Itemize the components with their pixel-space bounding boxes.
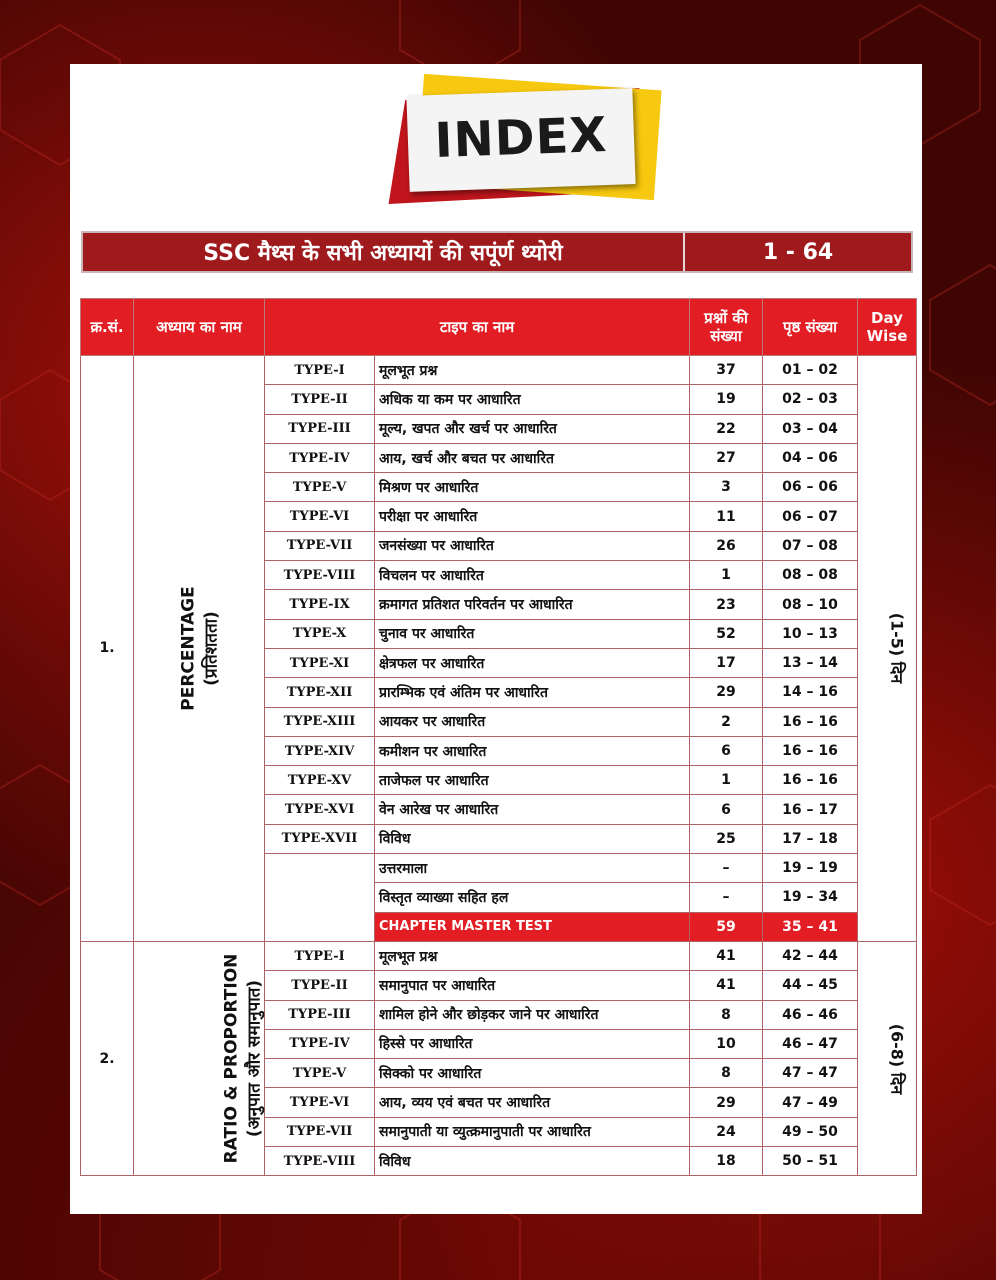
page-range: 13 – 14: [763, 648, 858, 677]
chapter-name-english: RATIO & PROPORTION: [221, 953, 242, 1164]
type-name: आय, खर्च और बचत पर आधारित: [375, 443, 690, 472]
chapter-name-hindi: (प्रतिशतता): [201, 611, 222, 686]
day-wise-label: (1-5) दिन: [887, 613, 907, 684]
question-count: 23: [690, 590, 763, 619]
type-name: आय, व्यय एवं बचत पर आधारित: [375, 1088, 690, 1117]
type-label: TYPE-III: [265, 414, 375, 443]
chapter-name-english: PERCENTAGE: [178, 586, 199, 711]
table-header-row: [81, 299, 917, 356]
question-count: 41: [690, 941, 763, 970]
type-label: TYPE-I: [265, 941, 375, 970]
type-label: TYPE-XII: [265, 678, 375, 707]
type-name: वेन आरेख पर आधारित: [375, 795, 690, 824]
question-count: 24: [690, 1117, 763, 1146]
type-label: TYPE-V: [265, 1059, 375, 1088]
index-banner: [388, 72, 663, 228]
type-name: जनसंख्या पर आधारित: [375, 531, 690, 560]
page-range: 07 – 08: [763, 531, 858, 560]
index-title: INDEX: [433, 107, 609, 169]
page-range: 03 – 04: [763, 414, 858, 443]
question-count: –: [690, 854, 763, 883]
type-name: शामिल होने और छोड़कर जाने पर आधारित: [375, 1000, 690, 1029]
question-count: 6: [690, 795, 763, 824]
type-name: मिश्रण पर आधारित: [375, 473, 690, 502]
type-label: TYPE-IV: [265, 443, 375, 472]
page-range: 08 – 08: [763, 561, 858, 590]
chapter-number: 1.: [81, 356, 134, 942]
page-range: 50 – 51: [763, 1147, 858, 1176]
type-name: मूलभूत प्रश्न: [375, 941, 690, 970]
question-count: 8: [690, 1000, 763, 1029]
type-name: कमीशन पर आधारित: [375, 736, 690, 765]
header-chapter: अध्याय का नाम: [134, 299, 265, 356]
day-wise-cell: [858, 356, 917, 942]
page-range: 46 – 47: [763, 1029, 858, 1058]
page-range: 47 – 49: [763, 1088, 858, 1117]
type-label: TYPE-IV: [265, 1029, 375, 1058]
question-count: 1: [690, 561, 763, 590]
page-range: 47 – 47: [763, 1059, 858, 1088]
page-range: 14 – 16: [763, 678, 858, 707]
question-count: 52: [690, 619, 763, 648]
question-count: 2: [690, 707, 763, 736]
type-name: विविध: [375, 1147, 690, 1176]
header-pages: पृष्ठ संख्या: [763, 299, 858, 356]
page-range: 42 – 44: [763, 941, 858, 970]
type-label: TYPE-VII: [265, 1117, 375, 1146]
chapter-name-cell: [134, 356, 265, 942]
type-name: प्रारम्भिक एवं अंतिम पर आधारित: [375, 678, 690, 707]
type-label: TYPE-XIII: [265, 707, 375, 736]
page-range: 17 – 18: [763, 824, 858, 853]
type-label: TYPE-VIII: [265, 561, 375, 590]
chapter-name-cell: [134, 941, 265, 1175]
type-name: समानुपात पर आधारित: [375, 971, 690, 1000]
type-label: TYPE-XV: [265, 766, 375, 795]
page-range: 10 – 13: [763, 619, 858, 648]
type-label: TYPE-XI: [265, 648, 375, 677]
chapter-name-hindi: (अनुपात और समानुपात): [244, 980, 265, 1138]
question-count: 17: [690, 648, 763, 677]
type-label: TYPE-XVI: [265, 795, 375, 824]
question-count: 26: [690, 531, 763, 560]
question-count: 10: [690, 1029, 763, 1058]
question-count: 41: [690, 971, 763, 1000]
type-name: हिस्से पर आधारित: [375, 1029, 690, 1058]
table-row: [81, 356, 917, 385]
type-label: TYPE-XVII: [265, 824, 375, 853]
type-label: TYPE-III: [265, 1000, 375, 1029]
index-table: [80, 298, 917, 1176]
page-range: 16 – 16: [763, 736, 858, 765]
page-range: 06 – 07: [763, 502, 858, 531]
page-range: 16 – 16: [763, 766, 858, 795]
table-row: [81, 941, 917, 970]
type-label: TYPE-XIV: [265, 736, 375, 765]
theory-bar: [81, 231, 913, 273]
type-name: क्रमागत प्रतिशत परिवर्तन पर आधारित: [375, 590, 690, 619]
question-count: 6: [690, 736, 763, 765]
question-count: 3: [690, 473, 763, 502]
type-label: TYPE-I: [265, 356, 375, 385]
type-name: मूल्य, खपत और खर्च पर आधारित: [375, 414, 690, 443]
question-count: 27: [690, 443, 763, 472]
header-type: टाइप का नाम: [265, 299, 690, 356]
type-label-empty: [265, 854, 375, 942]
page-range: 19 – 34: [763, 883, 858, 912]
day-wise-label: (6-8) दिन: [887, 1023, 907, 1094]
theory-pages: 1 - 64: [762, 239, 834, 265]
page-range: 16 – 16: [763, 707, 858, 736]
question-count: 37: [690, 356, 763, 385]
type-name: विचलन पर आधारित: [375, 561, 690, 590]
type-label: TYPE-VIII: [265, 1147, 375, 1176]
type-label: TYPE-IX: [265, 590, 375, 619]
header-questions: प्रश्नों की संख्या: [690, 299, 763, 356]
type-name: विविध: [375, 824, 690, 853]
type-label: TYPE-VI: [265, 502, 375, 531]
page-range: 04 – 06: [763, 443, 858, 472]
page-range: 16 – 17: [763, 795, 858, 824]
question-count: 19: [690, 385, 763, 414]
index-page: [70, 64, 922, 1214]
page-range: 49 – 50: [763, 1117, 858, 1146]
page-range: 02 – 03: [763, 385, 858, 414]
header-sno: क्र.सं.: [81, 299, 134, 356]
type-name: समानुपाती या व्युत्क्रमानुपाती पर आधारित: [375, 1117, 690, 1146]
question-count: 11: [690, 502, 763, 531]
question-count: 1: [690, 766, 763, 795]
question-count: 8: [690, 1059, 763, 1088]
question-count: 59: [690, 912, 763, 941]
header-day: Day Wise: [858, 299, 917, 356]
question-count: 25: [690, 824, 763, 853]
question-count: 22: [690, 414, 763, 443]
question-count: 29: [690, 678, 763, 707]
page-range: 44 – 45: [763, 971, 858, 1000]
type-label: TYPE-VI: [265, 1088, 375, 1117]
page-range: 19 – 19: [763, 854, 858, 883]
question-count: 18: [690, 1147, 763, 1176]
type-name: सिक्को पर आधारित: [375, 1059, 690, 1088]
chapter-number: 2.: [81, 941, 134, 1175]
page-range: 46 – 46: [763, 1000, 858, 1029]
page-range: 06 – 06: [763, 473, 858, 502]
day-wise-cell: [858, 941, 917, 1175]
type-name: ताजेफल पर आधारित: [375, 766, 690, 795]
type-name: अधिक या कम पर आधारित: [375, 385, 690, 414]
type-name: क्षेत्रफल पर आधारित: [375, 648, 690, 677]
question-count: 29: [690, 1088, 763, 1117]
type-name: विस्तृत व्याख्या सहित हल: [375, 883, 690, 912]
type-name: चुनाव पर आधारित: [375, 619, 690, 648]
type-name: आयकर पर आधारित: [375, 707, 690, 736]
page-range: 01 – 02: [763, 356, 858, 385]
type-name: मूलभूत प्रश्न: [375, 356, 690, 385]
type-label: TYPE-VII: [265, 531, 375, 560]
type-name: परीक्षा पर आधारित: [375, 502, 690, 531]
page-range: 35 – 41: [763, 912, 858, 941]
theory-title: SSC मैथ्स के सभी अध्यायों की सपूंर्ण थ्योरी: [203, 241, 563, 266]
type-label: TYPE-II: [265, 971, 375, 1000]
type-label: TYPE-X: [265, 619, 375, 648]
chapter-master-test: CHAPTER MASTER TEST: [375, 912, 690, 941]
type-label: TYPE-II: [265, 385, 375, 414]
question-count: –: [690, 883, 763, 912]
type-label: TYPE-V: [265, 473, 375, 502]
page-range: 08 – 10: [763, 590, 858, 619]
type-name: उत्तरमाला: [375, 854, 690, 883]
